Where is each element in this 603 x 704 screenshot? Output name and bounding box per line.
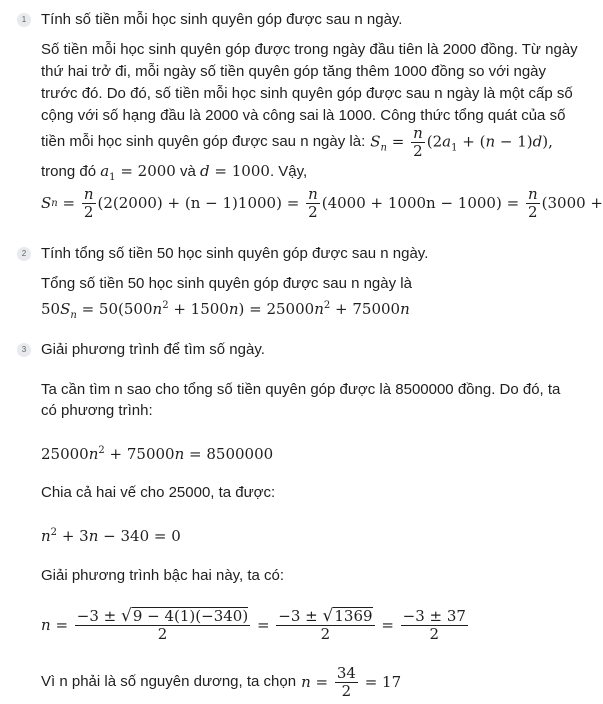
where-prefix: trong đó xyxy=(41,163,97,180)
step-1-line-5: tiền mỗi học sinh quyên góp được sau n ngày là: xyxy=(41,133,366,150)
step-2-number-badge: 2 xyxy=(17,247,31,261)
step-1-line-2: thứ hai trở đi, mỗi ngày số tiền quyên góp tăng thêm 1000 đồng so với ngày xyxy=(41,63,547,80)
conclusion-line xyxy=(41,662,401,702)
general-formula: $S_n$ = $\frac{n}{2}$ $(2a_1 + (n - 1)d)$, xyxy=(370,123,553,160)
conclusion-formula: n = $\frac{34}{2}$ = 17 xyxy=(301,663,402,700)
step-1-number-badge: 1 xyxy=(17,13,31,27)
expanded-part-3: (3000 + xyxy=(541,194,603,212)
step-2-heading: Tính tổng số tiền 50 học sinh quyên góp được sau n ngày. xyxy=(41,245,429,262)
where-suffix: . Vậy, xyxy=(269,163,308,180)
conclusion-prefix: Vì n phải là số nguyên dương, ta chọn xyxy=(41,673,297,690)
where-and: và xyxy=(180,163,196,180)
step-1-heading: Tính số tiền mỗi học sinh quyên góp được sau n ngày. xyxy=(41,11,403,28)
expanded-part-2: (4000 + 1000n − 1000) = xyxy=(321,194,520,212)
step-2-line: Tổng số tiền 50 học sinh quyên góp được sau n ngày là xyxy=(41,275,412,292)
conclusion-denominator: 2 xyxy=(335,682,358,700)
expanded-part-1: (2(2000) + (n − 1)1000) = xyxy=(97,194,300,212)
step-1-line-1: Số tiền mỗi học sinh quyên góp được trong ngày đầu tiên là 2000 đồng. Từ ngày xyxy=(41,41,578,58)
step-3-intro-line-1: Ta cần tìm n sao cho tổng số tiền quyên góp được là 8500000 đồng. Do đó, ta xyxy=(41,381,561,398)
quadratic-formula: n = $\frac{-3 \pm √9 - 4(1)(-340)}{2}$ = $\frac{-3 \pm √1369}{2}$ = $\frac{-3 \pm 37}{2}$ xyxy=(41,606,466,643)
step-3-intro-line-2: có phương trình: xyxy=(41,402,153,419)
a1-value: 2000 xyxy=(137,162,176,180)
divide-text: Chia cả hai vế cho 25000, ta được: xyxy=(41,484,276,501)
d-definition: d = 1000 xyxy=(200,162,270,180)
solve-text: Giải phương trình bậc hai này, ta có: xyxy=(41,567,285,584)
step-1-expanded-formula: S n = $\frac{n}{2}$ (2(2000) + (n − 1)1000) = $\frac{n}{2}$ (4000 + 1000n − 1000) = $\frac{n}{2}$ (3000 + xyxy=(41,184,603,221)
step-3-number-badge: 3 xyxy=(17,343,31,357)
equation-1: $25000n^2 + 75000n = 8500000$ xyxy=(41,445,274,463)
equation-2: $n^2 + 3n - 340 = 0$ xyxy=(41,527,181,545)
step-1-formula-line xyxy=(41,122,553,162)
step-1-line-3: trước đó. Do đó, số tiền mỗi học sinh quyên góp được sau n ngày là một cấp số xyxy=(41,85,573,102)
d-value: 1000 xyxy=(231,162,270,180)
conclusion-numerator: 34 xyxy=(336,663,356,682)
a1-definition: $a_1 = 2000$ xyxy=(100,162,176,183)
step-1-line-4: cộng với số hạng đầu là 2000 và công sai là 1000. Công thức tổng quát của số xyxy=(41,107,566,124)
step-2-total-formula: $50S_n = 50(500n^2 + 1500n) = 25000n^2 + 75000n$ xyxy=(41,300,410,321)
conclusion-result: 17 xyxy=(382,673,402,691)
step-3-heading: Giải phương trình để tìm số ngày. xyxy=(41,341,265,358)
